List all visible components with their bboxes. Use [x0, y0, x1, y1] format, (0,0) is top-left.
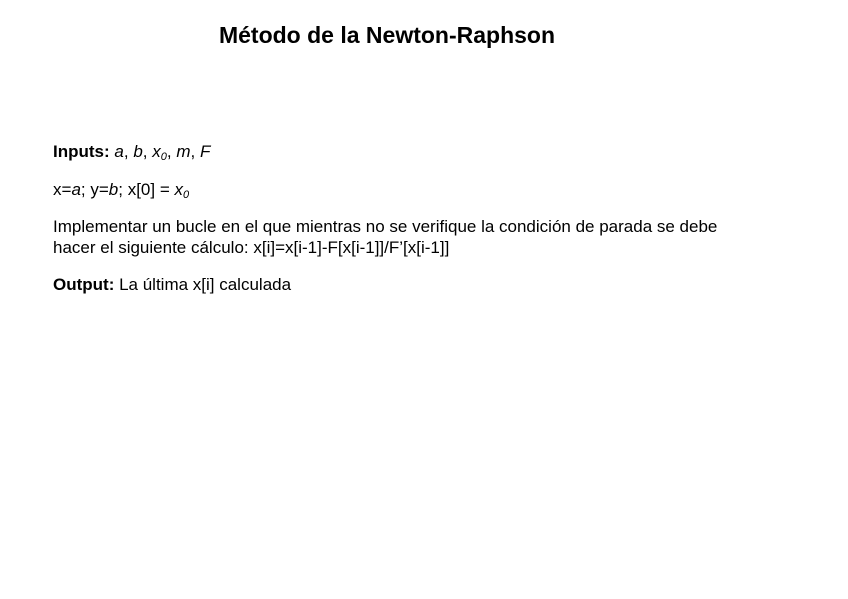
input-b: b: [133, 142, 143, 161]
input-x0-subscript: 0: [160, 151, 167, 163]
input-separator: ,: [142, 142, 153, 161]
input-separator: ,: [190, 142, 200, 161]
loop-description: [53, 216, 813, 258]
inputs-line: [53, 141, 813, 162]
slide-title: Método de la Newton-Raphson: [218, 22, 556, 48]
assign-x0-part: ; x[0] =: [118, 180, 175, 199]
assignment-line: [53, 179, 813, 200]
assign-b: b: [108, 180, 119, 199]
assign-x0-subscript: 0: [182, 189, 190, 201]
input-separator: ,: [166, 142, 177, 161]
loop-line-2: hacer el siguiente cálculo: x[i]=x[i-1]-F[x[i-1]]/F’[x[i-1]]: [53, 238, 450, 257]
output-label: Output:: [53, 275, 115, 294]
input-m: m: [176, 142, 191, 161]
slide-body: [53, 141, 813, 311]
input-x0: [152, 142, 167, 161]
output-line: [53, 274, 813, 295]
input-F: F: [199, 142, 211, 161]
input-a: a: [114, 142, 124, 161]
input-separator: ,: [123, 142, 134, 161]
loop-line-1: Implementar un bucle en el que mientras no se verifique la condición de parada se debe: [53, 217, 718, 236]
assign-a: a: [71, 180, 81, 199]
inputs-label: Inputs:: [53, 142, 110, 161]
assign-x0: [174, 180, 189, 199]
assign-x: x=: [53, 180, 72, 199]
assign-x0-base: x: [174, 180, 183, 199]
assign-y: ; y=: [80, 180, 109, 199]
input-x0-base: x: [152, 142, 161, 161]
output-text: La última x[i] calculada: [114, 275, 292, 294]
